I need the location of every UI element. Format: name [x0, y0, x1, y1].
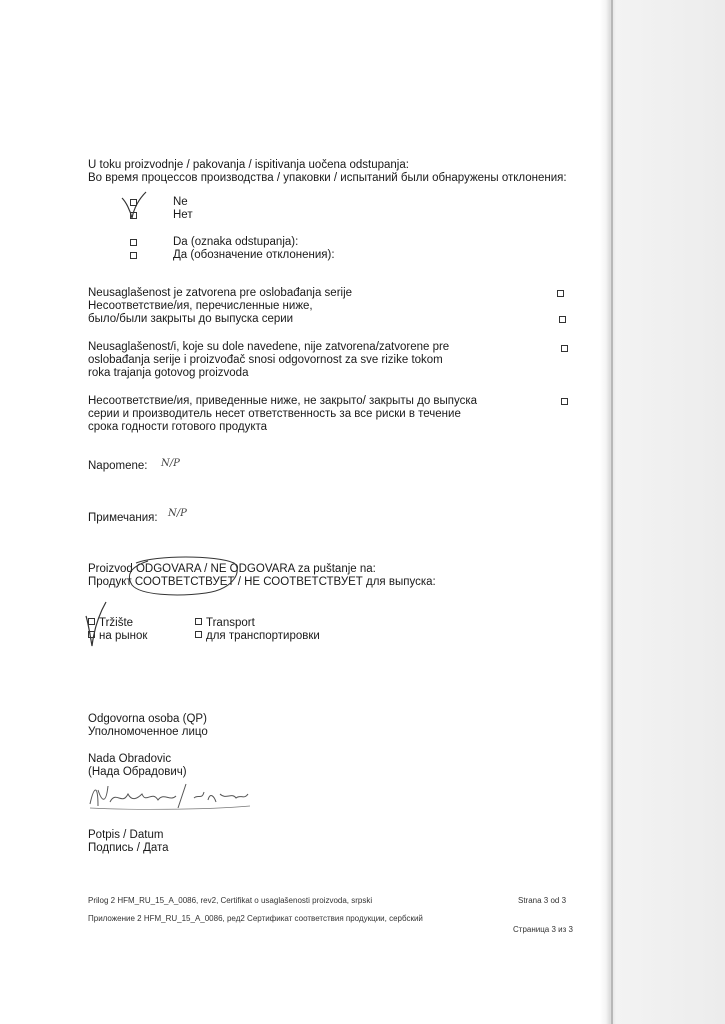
checkbox-yes-ru[interactable] [130, 252, 137, 259]
nc-open-ru-1: Несоответствие/ия, приведенные ниже, не закрыто/ закрыты до выпуска [88, 395, 478, 407]
footer-page-sr: Strana 3 od 3 [518, 896, 567, 905]
option-yes-ru: Да (обозначение отклонения): [173, 249, 335, 261]
checkmark-no-icon [120, 188, 150, 228]
nc-open-ru-3: срока годности готового продукта [88, 421, 268, 433]
checkbox-nc-closed[interactable] [557, 290, 564, 297]
name-sr: Nada Obradovic [88, 753, 172, 765]
compliance-rest-ru: / НЕ СООТВЕТСТВУЕТ для выпуска: [237, 576, 436, 588]
circle-mark-icon [126, 553, 242, 599]
deviation-question-ru: Во время процессов производства / упаковки / испытаний были обнаружены отклонения: [88, 172, 567, 184]
checkbox-nc-open-ru[interactable] [561, 398, 568, 405]
compliance-prefix-sr: Proizvod [88, 563, 133, 575]
signature-icon [86, 780, 256, 814]
nc-closed-ru-1: Несоответствие/ия, перечисленные ниже, [88, 300, 313, 312]
nc-open-sr-2: oslobađanja serije i proizvođač snosi odgovornost za sve rizike tokom [88, 354, 443, 366]
transport-option-ru: для транспортировки [195, 629, 320, 643]
footer-page-ru: Страница 3 из 3 [513, 925, 573, 934]
notes-value-ru: N/P [168, 508, 187, 519]
checkbox-nc-open[interactable] [561, 345, 568, 352]
compliance-prefix-ru: Продукт [88, 576, 132, 588]
compliance-match-ru: СООТВЕТСТВУЕТ [134, 576, 235, 588]
nc-open-sr-1: Neusaglašenost/i, koje su dole navedene, nije zatvorena/zatvorene pre [88, 341, 450, 353]
deviation-question-sr: U toku proizvodnje / pakovanja / ispitivanja uočena odstupanja: [88, 159, 409, 171]
nc-closed-ru-2: было/были закрыты до выпуска серии [88, 313, 294, 325]
transport-option-sr: Transport [195, 616, 255, 630]
market-option-ru: на рынок [88, 629, 147, 643]
compliance-match-sr: ODGOVARA [135, 563, 201, 575]
sign-date-label-sr: Potpis / Datum [88, 829, 164, 841]
notes-label-ru: Примечания: [88, 512, 158, 524]
name-ru: (Нада Обрадович) [88, 766, 187, 778]
checkmark-market-icon [84, 600, 110, 650]
nc-open-ru-2: серии и производитель несет ответственность за все риски в течение [88, 408, 461, 420]
sign-date-label-ru: Подпись / Дата [88, 842, 169, 854]
option-no-sr: Ne [173, 196, 188, 208]
checkbox-transport[interactable] [195, 618, 202, 625]
notes-label-sr: Napomene: [88, 460, 148, 472]
checkbox-transport-ru[interactable] [195, 631, 202, 638]
notes-value-sr: N/P [161, 458, 180, 469]
nc-closed-sr: Neusaglašenost je zatvorena pre oslobađanja serije [88, 287, 353, 299]
compliance-rest-sr: / NE ODGOVARA za puštanje na: [204, 563, 376, 575]
option-no-ru: Нет [173, 209, 193, 221]
role-ru: Уполномоченное лицо [88, 726, 208, 738]
checkbox-yes[interactable] [130, 239, 137, 246]
footer-doc-sr: Prilog 2 HFM_RU_15_A_0086, rev2, Certifikat o usaglašenosti proizvoda, srpski [88, 896, 373, 905]
market-option-sr: Tržište [88, 616, 133, 630]
role-sr: Odgovorna osoba (QP) [88, 713, 207, 725]
footer-doc-ru: Приложение 2 HFM_RU_15_A_0086, ред2 Сертификат соответствия продукции, сербский [88, 914, 423, 923]
checkbox-nc-closed-ru[interactable] [559, 316, 566, 323]
scan-fold-line [611, 0, 613, 1024]
option-yes-sr: Da (oznaka odstupanja): [173, 236, 299, 248]
scan-shadow [600, 0, 725, 1024]
nc-open-sr-3: roka trajanja gotovog proizvoda [88, 367, 249, 379]
